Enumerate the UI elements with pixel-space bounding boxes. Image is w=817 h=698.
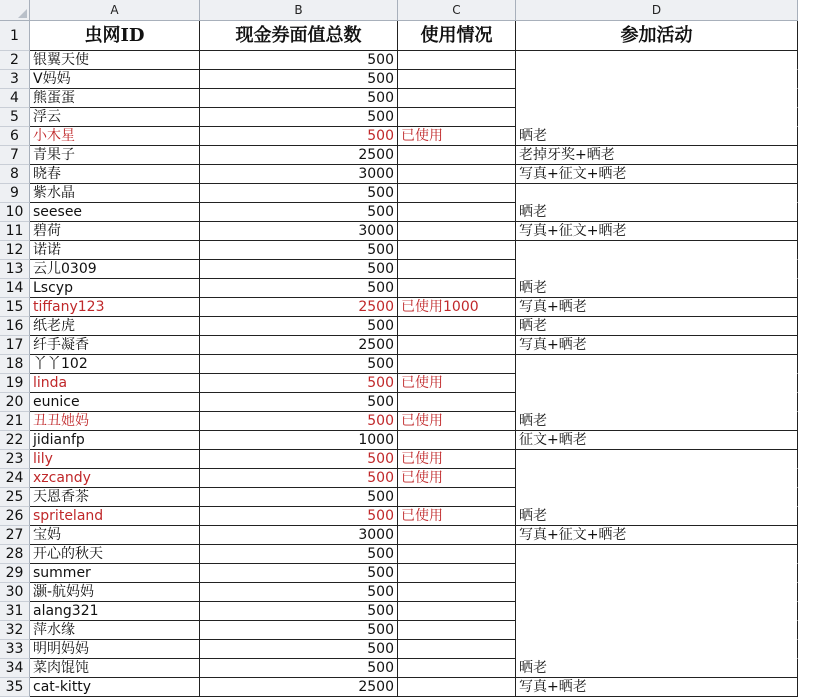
cell-status[interactable]	[398, 640, 516, 659]
cell-status[interactable]	[398, 659, 516, 678]
row-number[interactable]: 35	[0, 678, 30, 697]
cell-activity[interactable]: 晒老	[516, 127, 798, 146]
cell-status[interactable]	[398, 678, 516, 697]
cell-activity[interactable]: 老掉牙奖+晒老	[516, 146, 798, 165]
cell-status[interactable]	[398, 317, 516, 336]
cell-id[interactable]: cat-kitty	[30, 678, 200, 697]
cell-amount[interactable]: 500	[200, 469, 398, 488]
table-row	[0, 659, 817, 678]
cell-activity[interactable]	[516, 70, 798, 89]
row-number[interactable]: 23	[0, 450, 30, 469]
table-row	[0, 431, 817, 450]
cell-id[interactable]: 紫水晶	[30, 184, 200, 203]
cell-status[interactable]	[398, 336, 516, 355]
cell-amount[interactable]: 500	[200, 545, 398, 564]
cell-id[interactable]: 碧荷	[30, 222, 200, 241]
column-headers	[0, 0, 817, 21]
table-row	[0, 336, 817, 355]
cell-status[interactable]: 已使用	[398, 469, 516, 488]
row-number[interactable]: 16	[0, 317, 30, 336]
cell-amount[interactable]: 500	[200, 583, 398, 602]
cell-status[interactable]	[398, 222, 516, 241]
cell-activity[interactable]	[516, 374, 798, 393]
cell-amount[interactable]: 500	[200, 184, 398, 203]
cell-amount[interactable]: 500	[200, 241, 398, 260]
cell-amount[interactable]: 500	[200, 127, 398, 146]
table-row	[0, 545, 817, 564]
table-row	[0, 222, 817, 241]
table-row	[0, 127, 817, 146]
table-row	[0, 469, 817, 488]
cell-amount[interactable]: 500	[200, 279, 398, 298]
cell-activity[interactable]: 写真+晒老	[516, 298, 798, 317]
row-number[interactable]: 34	[0, 659, 30, 678]
cell-status[interactable]: 已使用	[398, 412, 516, 431]
cell-amount[interactable]: 500	[200, 108, 398, 127]
row-number[interactable]: 22	[0, 431, 30, 450]
cell-id[interactable]: linda	[30, 374, 200, 393]
cell-amount[interactable]: 500	[200, 564, 398, 583]
cell-id[interactable]: alang321	[30, 602, 200, 621]
cell-status[interactable]	[398, 355, 516, 374]
row-number[interactable]: 13	[0, 260, 30, 279]
row-number[interactable]: 5	[0, 108, 30, 127]
table-row	[0, 260, 817, 279]
cell-id[interactable]: 纤手凝香	[30, 336, 200, 355]
table-row	[0, 450, 817, 469]
table-header-row	[0, 21, 817, 51]
cell-amount[interactable]: 500	[200, 203, 398, 222]
cell-amount[interactable]: 500	[200, 602, 398, 621]
table-row	[0, 89, 817, 108]
cell-amount[interactable]: 2500	[200, 336, 398, 355]
cell-amount[interactable]: 500	[200, 355, 398, 374]
cell-id[interactable]: jidianfp	[30, 431, 200, 450]
table-row	[0, 317, 817, 336]
cell-id[interactable]: summer	[30, 564, 200, 583]
cell-status[interactable]: 已使用	[398, 507, 516, 526]
cell-activity[interactable]	[516, 450, 798, 469]
cell-id[interactable]: 天恩香茶	[30, 488, 200, 507]
cell-activity[interactable]	[516, 355, 798, 374]
cell-status[interactable]	[398, 564, 516, 583]
row-number[interactable]: 8	[0, 165, 30, 184]
cell-id[interactable]: 浮云	[30, 108, 200, 127]
cell-id[interactable]: 纸老虎	[30, 317, 200, 336]
row-number[interactable]: 6	[0, 127, 30, 146]
column-header-c[interactable]: C	[398, 0, 516, 21]
column-header-d[interactable]: D	[516, 0, 798, 21]
cell-activity[interactable]	[516, 545, 798, 564]
cell-id[interactable]: eunice	[30, 393, 200, 412]
cell-activity[interactable]: 写真+征文+晒老	[516, 222, 798, 241]
row-number[interactable]: 17	[0, 336, 30, 355]
cell-activity[interactable]: 晒老	[516, 412, 798, 431]
cell-amount[interactable]: 500	[200, 659, 398, 678]
cell-activity[interactable]: 晒老	[516, 317, 798, 336]
row-number[interactable]: 4	[0, 89, 30, 108]
row-number[interactable]: 25	[0, 488, 30, 507]
cell-id[interactable]: 青果子	[30, 146, 200, 165]
table-row	[0, 564, 817, 583]
table-row	[0, 412, 817, 431]
cell-status[interactable]	[398, 583, 516, 602]
cell-amount[interactable]: 2500	[200, 298, 398, 317]
cell-amount[interactable]: 3000	[200, 165, 398, 184]
cell-status[interactable]	[398, 621, 516, 640]
table-row	[0, 621, 817, 640]
cell-activity[interactable]: 写真+征文+晒老	[516, 526, 798, 545]
cell-activity[interactable]	[516, 108, 798, 127]
row-number[interactable]: 29	[0, 564, 30, 583]
cell-activity[interactable]: 写真+晒老	[516, 336, 798, 355]
cell-activity[interactable]	[516, 621, 798, 640]
cell-amount[interactable]: 3000	[200, 526, 398, 545]
cell-amount[interactable]: 500	[200, 393, 398, 412]
cell-id[interactable]: tiffany123	[30, 298, 200, 317]
cell-status[interactable]	[398, 51, 516, 70]
cell-activity[interactable]: 晒老	[516, 279, 798, 298]
cell-activity[interactable]	[516, 564, 798, 583]
cell-amount[interactable]: 500	[200, 374, 398, 393]
cell-status[interactable]	[398, 488, 516, 507]
cell-status[interactable]	[398, 545, 516, 564]
cell-status[interactable]: 已使用	[398, 374, 516, 393]
header-cell-activity[interactable]: 参加活动	[516, 21, 798, 51]
cell-amount[interactable]: 500	[200, 621, 398, 640]
cell-amount[interactable]: 1000	[200, 431, 398, 450]
table-row	[0, 602, 817, 621]
cell-activity[interactable]	[516, 241, 798, 260]
cell-status[interactable]	[398, 108, 516, 127]
cell-activity[interactable]: 晒老	[516, 659, 798, 678]
cell-amount[interactable]: 500	[200, 260, 398, 279]
cell-activity[interactable]	[516, 602, 798, 621]
row-number[interactable]: 11	[0, 222, 30, 241]
row-number[interactable]: 3	[0, 70, 30, 89]
table-row	[0, 108, 817, 127]
cell-id[interactable]: 熊蛋蛋	[30, 89, 200, 108]
table-row	[0, 70, 817, 89]
cell-amount[interactable]: 500	[200, 507, 398, 526]
cell-amount[interactable]: 500	[200, 412, 398, 431]
cell-status[interactable]: 已使用	[398, 450, 516, 469]
cell-status[interactable]	[398, 165, 516, 184]
cell-activity[interactable]	[516, 184, 798, 203]
cell-activity[interactable]: 晒老	[516, 507, 798, 526]
table-row	[0, 355, 817, 374]
table-row	[0, 51, 817, 70]
row-number[interactable]: 9	[0, 184, 30, 203]
row-number[interactable]: 1	[0, 21, 30, 51]
cell-activity[interactable]: 写真+晒老	[516, 678, 798, 697]
column-header-b[interactable]: B	[200, 0, 398, 21]
cell-status[interactable]: 已使用1000	[398, 298, 516, 317]
header-cell-status[interactable]: 使用情况	[398, 21, 516, 51]
cell-activity[interactable]	[516, 583, 798, 602]
cell-activity[interactable]	[516, 89, 798, 108]
row-number[interactable]: 10	[0, 203, 30, 222]
cell-amount[interactable]: 2500	[200, 146, 398, 165]
cell-amount[interactable]: 500	[200, 70, 398, 89]
cell-id[interactable]: 晓春	[30, 165, 200, 184]
cell-status[interactable]	[398, 260, 516, 279]
table-row	[0, 583, 817, 602]
table-row	[0, 279, 817, 298]
cell-status[interactable]	[398, 184, 516, 203]
cell-status[interactable]	[398, 393, 516, 412]
cell-id[interactable]: 菜肉馄饨	[30, 659, 200, 678]
cell-id[interactable]: 丑丑她妈	[30, 412, 200, 431]
table-row	[0, 184, 817, 203]
cell-status[interactable]: 已使用	[398, 127, 516, 146]
cell-status[interactable]	[398, 89, 516, 108]
table-row	[0, 393, 817, 412]
row-number[interactable]: 2	[0, 51, 30, 70]
cell-id[interactable]: Lscyp	[30, 279, 200, 298]
cell-activity[interactable]	[516, 260, 798, 279]
cell-status[interactable]	[398, 241, 516, 260]
cell-activity[interactable]: 写真+征文+晒老	[516, 165, 798, 184]
cell-status[interactable]	[398, 602, 516, 621]
cell-status[interactable]	[398, 526, 516, 545]
row-number[interactable]: 18	[0, 355, 30, 374]
table-row	[0, 165, 817, 184]
cell-amount[interactable]: 500	[200, 89, 398, 108]
row-number[interactable]: 12	[0, 241, 30, 260]
cell-activity[interactable]	[516, 640, 798, 659]
cell-activity[interactable]	[516, 488, 798, 507]
cell-id[interactable]: 开心的秋天	[30, 545, 200, 564]
column-header-a[interactable]: A	[30, 0, 200, 21]
row-number[interactable]: 14	[0, 279, 30, 298]
row-number[interactable]: 26	[0, 507, 30, 526]
row-number[interactable]: 20	[0, 393, 30, 412]
table-row	[0, 298, 817, 317]
cell-amount[interactable]: 2500	[200, 678, 398, 697]
row-number[interactable]: 31	[0, 602, 30, 621]
cell-id[interactable]: 灏-航妈妈	[30, 583, 200, 602]
cell-activity[interactable]: 晒老	[516, 203, 798, 222]
select-all-corner[interactable]	[0, 0, 30, 21]
row-number[interactable]: 7	[0, 146, 30, 165]
cell-activity[interactable]	[516, 51, 798, 70]
cell-id[interactable]: V妈妈	[30, 70, 200, 89]
cell-status[interactable]	[398, 203, 516, 222]
cell-amount[interactable]: 500	[200, 640, 398, 659]
cell-amount[interactable]: 500	[200, 488, 398, 507]
row-number[interactable]: 19	[0, 374, 30, 393]
table-row	[0, 146, 817, 165]
row-number[interactable]: 28	[0, 545, 30, 564]
table-row	[0, 374, 817, 393]
header-cell-id[interactable]: 虫网ID	[30, 21, 200, 51]
cell-status[interactable]	[398, 431, 516, 450]
row-number[interactable]: 24	[0, 469, 30, 488]
table-row	[0, 640, 817, 659]
cell-activity[interactable]	[516, 393, 798, 412]
row-number[interactable]: 32	[0, 621, 30, 640]
table-row	[0, 488, 817, 507]
cell-status[interactable]	[398, 70, 516, 89]
row-number[interactable]: 15	[0, 298, 30, 317]
table-row	[0, 241, 817, 260]
cell-id[interactable]: 萍水缘	[30, 621, 200, 640]
cell-status[interactable]	[398, 279, 516, 298]
cell-id[interactable]: seesee	[30, 203, 200, 222]
cell-id[interactable]: spriteland	[30, 507, 200, 526]
table-row	[0, 678, 817, 697]
cell-id[interactable]: 明明妈妈	[30, 640, 200, 659]
table-row	[0, 203, 817, 222]
cell-id[interactable]: 丫丫102	[30, 355, 200, 374]
sheet-rows	[0, 21, 817, 697]
cell-amount[interactable]: 3000	[200, 222, 398, 241]
cell-activity[interactable]	[516, 469, 798, 488]
row-number[interactable]: 33	[0, 640, 30, 659]
cell-id[interactable]: lily	[30, 450, 200, 469]
cell-id[interactable]: 诺诺	[30, 241, 200, 260]
row-number[interactable]: 21	[0, 412, 30, 431]
row-number[interactable]: 30	[0, 583, 30, 602]
cell-id[interactable]: xzcandy	[30, 469, 200, 488]
cell-amount[interactable]: 500	[200, 51, 398, 70]
cell-amount[interactable]: 500	[200, 450, 398, 469]
cell-amount[interactable]: 500	[200, 317, 398, 336]
cell-id[interactable]: 宝妈	[30, 526, 200, 545]
table-row	[0, 507, 817, 526]
cell-status[interactable]	[398, 146, 516, 165]
cell-activity[interactable]: 征文+晒老	[516, 431, 798, 450]
cell-id[interactable]: 小木星	[30, 127, 200, 146]
table-row	[0, 526, 817, 545]
row-number[interactable]: 27	[0, 526, 30, 545]
header-cell-amount[interactable]: 现金券面值总数	[200, 21, 398, 51]
cell-id[interactable]: 云儿0309	[30, 260, 200, 279]
cell-id[interactable]: 银翼天使	[30, 51, 200, 70]
